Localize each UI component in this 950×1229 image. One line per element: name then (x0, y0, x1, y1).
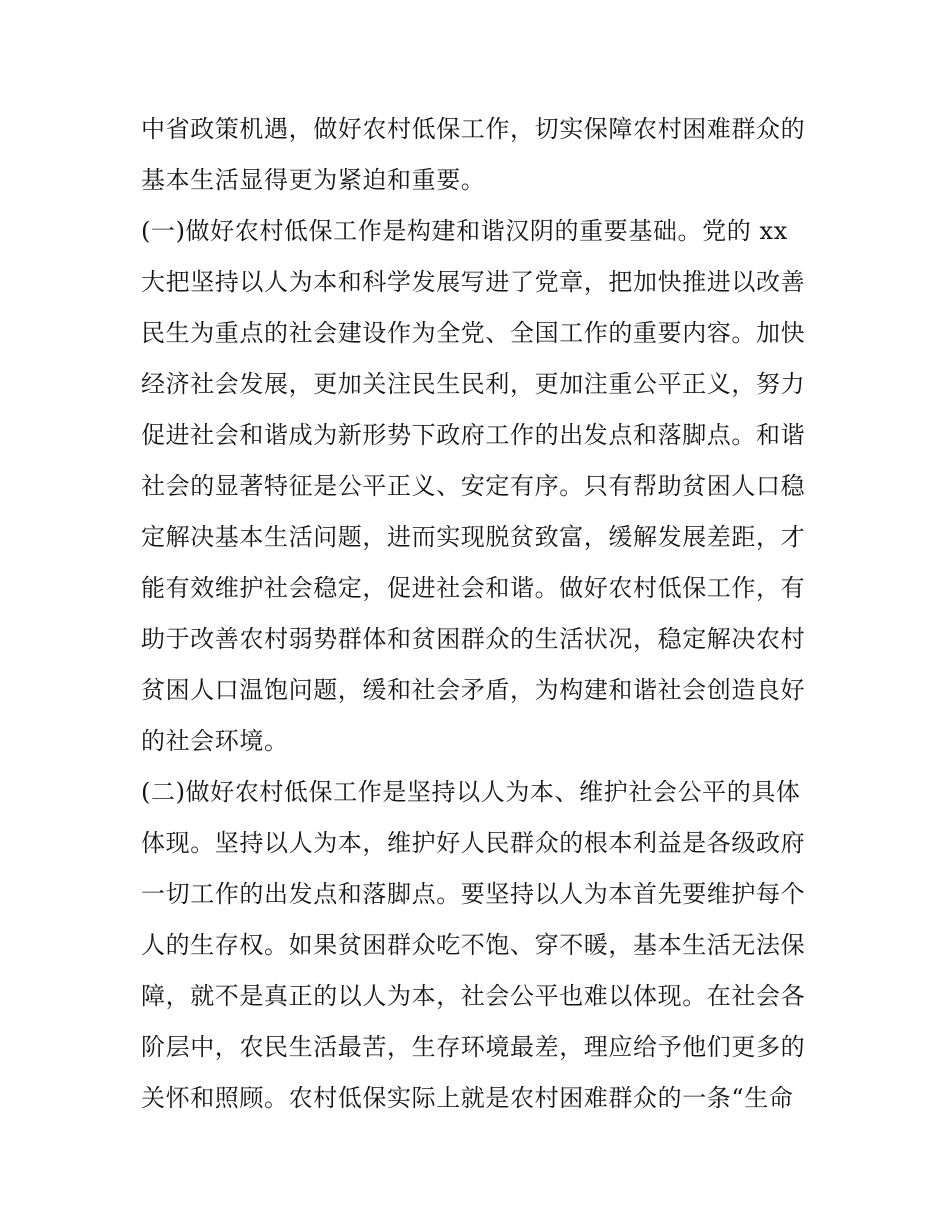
text-line: 中省政策机遇，做好农村低保工作，切实保障农村困难群众的 (141, 115, 806, 143)
text-line: 民生为重点的社会建设作为全党、全国工作的重要内容。加快 (141, 319, 806, 347)
text-line: 的社会环境。 (141, 727, 289, 755)
text-line: 一切工作的出发点和落脚点。要坚持以人为本首先要维护每个 (141, 880, 806, 908)
text-line: 助于改善农村弱势群体和贫困群众的生活状况，稳定解决农村 (141, 625, 806, 653)
text-line: 基本生活显得更为紧迫和重要。 (141, 166, 486, 194)
text-line: 人的生存权。如果贫困群众吃不饱、穿不暖，基本生活无法保 (141, 931, 806, 959)
text-line: 定解决基本生活问题，进而实现脱贫致富，缓解发展差距，才 (141, 523, 806, 551)
text-line: 促进社会和谐成为新形势下政府工作的出发点和落脚点。和谐 (141, 421, 806, 449)
text-line: 体现。坚持以人为本，维护好人民群众的根本利益是各级政府 (141, 829, 806, 857)
paragraph-heading-2: (二)做好农村低保工作是坚持以人为本、维护社会公平的具体 (141, 778, 801, 806)
text-line: 经济社会发展，更加关注民生民利，更加注重公平正义，努力 (141, 370, 806, 398)
text-line: 贫困人口温饱问题，缓和社会矛盾，为构建和谐社会创造良好 (141, 676, 806, 704)
text-line: 大把坚持以人为本和科学发展写进了党章，把加快推进以改善 (141, 268, 806, 296)
text-line: 社会的显著特征是公平正义、安定有序。只有帮助贫困人口稳 (141, 472, 806, 500)
text-line: 能有效维护社会稳定，促进社会和谐。做好农村低保工作，有 (141, 574, 806, 602)
text-line: 关怀和照顾。农村低保实际上就是农村困难群众的一条“生命 (141, 1084, 794, 1112)
paragraph-heading-1: (一)做好农村低保工作是构建和谐汉阴的重要基础。党的 xx (141, 217, 788, 245)
text-line: 障，就不是真正的以人为本，社会公平也难以体现。在社会各 (141, 982, 806, 1010)
text-line: 阶层中，农民生活最苦，生存环境最差，理应给予他们更多的 (141, 1033, 806, 1061)
body-text (141, 104, 821, 1124)
